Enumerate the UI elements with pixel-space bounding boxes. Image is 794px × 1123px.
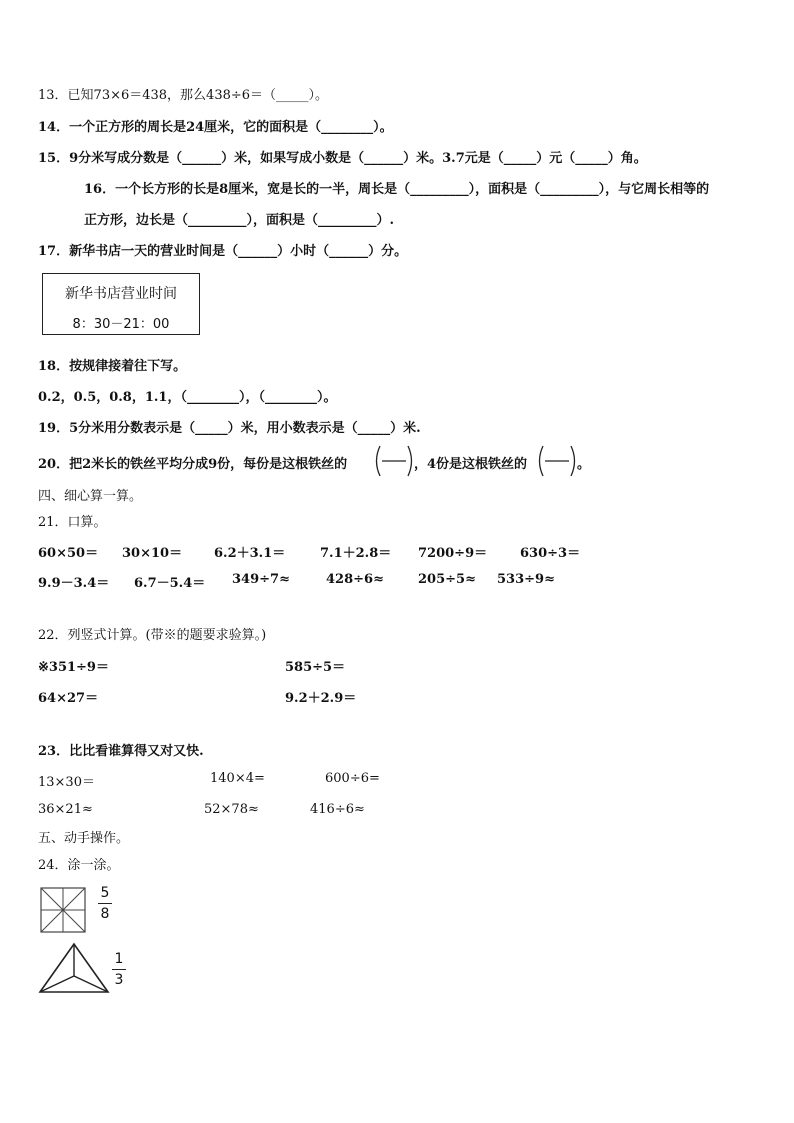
oral-calc-9: 349÷7≈ [232, 572, 290, 587]
question-14: 14．一个正方形的周长是24厘米，它的面积是（________）。 [38, 120, 393, 135]
triangle-divided-into-three [38, 942, 110, 994]
section-5-heading: 五、动手操作。 [38, 831, 130, 846]
question-17: 17．新华书店一天的营业时间是（______）小时（______）分。 [38, 244, 408, 259]
question-19: 19．5分米用分数表示是（_____）米，用小数表示是（_____）米. [38, 421, 421, 436]
question-18: 18．按规律接着往下写。 [38, 359, 187, 374]
fraction-one-third [112, 951, 126, 988]
question-22: 22．列竖式计算。(带※的题要求验算。) [38, 628, 267, 643]
question-24: 24．涂一涂。 [38, 858, 120, 873]
question-23: 23．比比看谁算得又对又快. [38, 744, 204, 759]
fraction-five-eighths [98, 885, 112, 922]
oral-calc-12: 533÷9≈ [497, 572, 555, 587]
oral-calc-10: 428÷6≈ [326, 572, 384, 587]
question-13: 13．已知73×6＝438，那么438÷6＝（_____）。 [38, 88, 329, 103]
vertical-calc-3: 64×27＝ [38, 691, 99, 706]
fraction-1-denominator: 8 [100, 906, 110, 922]
question-20-part1: 20．把2米长的铁丝平均分成9份，每份是这根铁丝的 [38, 457, 348, 472]
fraction-2-bar [112, 969, 126, 970]
oral-calc-4: 7.1＋2.8＝ [320, 546, 392, 561]
question-21: 21．口算。 [38, 515, 107, 530]
quick-calc-4: 36×21≈ [38, 802, 93, 817]
oral-calc-8: 6.7－5.4＝ [134, 576, 206, 591]
oral-calc-3: 6.2＋3.1＝ [214, 546, 286, 561]
quick-calc-2: 140×4= [210, 771, 265, 786]
question-15: 15．9分米写成分数是（______）米，如果写成小数是（______）米。3.7元是（_____）元（_____）角。 [38, 151, 647, 166]
question-20-end: 。 [577, 457, 591, 472]
blank-fraction-1 [372, 444, 416, 478]
oral-calc-7: 9.9－3.4＝ [38, 576, 110, 591]
question-20-part2: ，4份是这根铁丝的 [414, 457, 528, 472]
quick-calc-1: 13×30＝ [38, 775, 95, 790]
quick-calc-3: 600÷6= [325, 771, 380, 786]
oral-calc-1: 60×50＝ [38, 546, 99, 561]
square-divided-into-eight [40, 887, 86, 933]
store-hours-time: 8：30－21：00 [72, 317, 170, 332]
question-16-line2: 正方形，边长是（_________），面积是（_________）. [84, 213, 395, 228]
store-hours-box [42, 273, 200, 335]
fraction-2-denominator: 3 [114, 972, 124, 988]
question-18-sequence: 0.2，0.5，0.8，1.1，（________），（________）。 [38, 390, 337, 405]
oral-calc-5: 7200÷9＝ [418, 546, 488, 561]
quick-calc-6: 416÷6≈ [310, 802, 365, 817]
blank-fraction-2 [535, 444, 579, 478]
oral-calc-11: 205÷5≈ [418, 572, 476, 587]
vertical-calc-4: 9.2＋2.9＝ [285, 691, 357, 706]
fraction-1-bar [98, 903, 112, 904]
vertical-calc-2: 585÷5＝ [285, 660, 346, 675]
section-4-heading: 四、细心算一算。 [38, 489, 143, 504]
question-16-line1: 16．一个长方形的长是8厘米，宽是长的一半，周长是（_________），面积是（_________），与它周长相等的 [84, 182, 710, 197]
store-hours-title: 新华书店营业时间 [65, 286, 177, 302]
oral-calc-6: 630÷3＝ [520, 546, 581, 561]
fraction-2-numerator: 1 [114, 951, 124, 967]
oral-calc-2: 30×10＝ [122, 546, 183, 561]
quick-calc-5: 52×78≈ [204, 802, 259, 817]
fraction-1-numerator: 5 [100, 885, 110, 901]
vertical-calc-1: ※351÷9＝ [38, 660, 109, 675]
